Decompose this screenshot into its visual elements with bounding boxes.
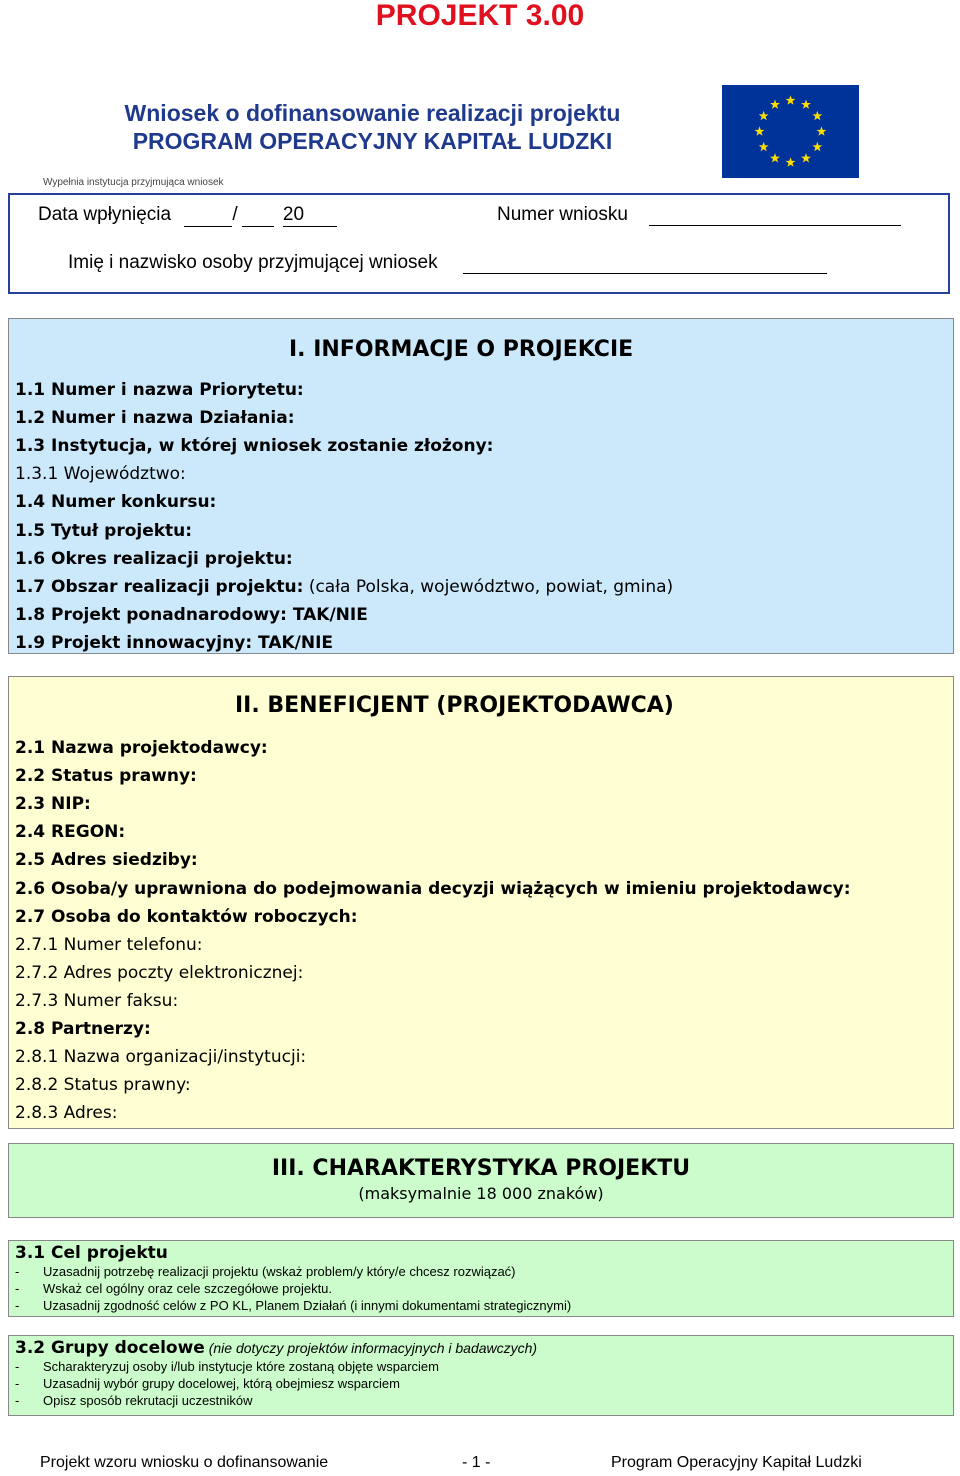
- field-2-2: 2.2 Status prawny:: [15, 766, 197, 787]
- field-hint: (cała Polska, województwo, powiat, gmina): [303, 576, 674, 597]
- bullet-text: Opisz sposób rekrutacji uczestników: [43, 1393, 253, 1408]
- field-label: 1.5 Tytuł projektu:: [15, 520, 193, 541]
- application-number-label: Numer wniosku: [497, 204, 628, 225]
- application-number-row: [497, 204, 901, 226]
- program-title: PROGRAM OPERACYJNY KAPITAŁ LUDZKI: [132, 128, 613, 154]
- receiver-name-label: Imię i nazwisko osoby przyjmującej wniosek: [68, 252, 438, 273]
- bullet-dash: -: [15, 1281, 20, 1296]
- field-label: 1.6 Okres realizacji projektu:: [15, 548, 293, 569]
- field-label: 1.9 Projekt innowacyjny: TAK/NIE: [15, 632, 334, 653]
- field-2-8-1: 2.8.1 Nazwa organizacji/instytucji:: [15, 1047, 307, 1068]
- instruction-bullet: [15, 1359, 439, 1375]
- field-1-2: [15, 408, 295, 428]
- receiver-name-field[interactable]: [463, 254, 827, 274]
- application-number-field[interactable]: [649, 206, 901, 226]
- field-2-3: 2.3 NIP:: [15, 794, 91, 815]
- field-2-7-3: 2.7.3 Numer faksu:: [15, 990, 179, 1011]
- field-label: 1.8 Projekt ponadnarodowy: TAK/NIE: [15, 604, 368, 625]
- section-characteristics: [8, 1143, 954, 1218]
- bullet-text: Uzasadnij wybór grupy docelowej, którą obejmiesz wsparciem: [43, 1376, 400, 1391]
- field-2-6: 2.6 Osoba/y uprawniona do podejmowania decyzji wiążących w imieniu projektodawcy:: [15, 878, 851, 899]
- field-2-4: 2.4 REGON:: [15, 822, 126, 843]
- instruction-bullet: [15, 1281, 332, 1297]
- bullet-text: Scharakteryzuj osoby i/lub instytucje które zostaną objęte wsparciem: [43, 1359, 439, 1374]
- bullet-dash: -: [15, 1393, 20, 1408]
- page-number: - 1 -: [462, 1454, 491, 1471]
- field-1-3: [15, 436, 493, 456]
- bullet-dash: -: [15, 1359, 20, 1374]
- field-2-7-2: 2.7.2 Adres poczty elektronicznej:: [15, 962, 304, 983]
- section-project-goal: [8, 1240, 954, 1317]
- field-1-6: [15, 549, 293, 569]
- date-day-field[interactable]: [184, 207, 232, 227]
- footer-right: Program Operacyjny Kapitał Ludzki: [611, 1454, 862, 1471]
- field-label: 1.7 Obszar realizacji projektu:: [15, 576, 304, 597]
- projekt-version: PROJEKT 3.00: [375, 0, 585, 32]
- bullet-text: Uzasadnij zgodność celów z PO KL, Planem Działań (i innymi dokumentami strategicznymi): [43, 1298, 572, 1313]
- bullet-dash: -: [15, 1298, 20, 1313]
- section-3-title: III. CHARAKTERYSTYKA PROJEKTU: [271, 1156, 691, 1181]
- instruction-bullet: [15, 1298, 571, 1314]
- field-label: 1.2 Numer i nazwa Działania:: [15, 408, 295, 429]
- bullet-dash: -: [15, 1264, 20, 1279]
- field-label: 1.4 Numer konkursu:: [15, 492, 217, 513]
- field-1-9: [15, 633, 333, 653]
- date-slash: /: [232, 204, 238, 225]
- field-2-1: 2.1 Nazwa projektodawcy:: [15, 738, 268, 758]
- bullet-text: Wskaż cel ogólny oraz cele szczegółowe projektu.: [43, 1281, 333, 1296]
- bullet-dash: -: [15, 1376, 20, 1391]
- field-2-5: 2.5 Adres siedziby:: [15, 850, 198, 871]
- section-3-1-heading: 3.1 Cel projektu: [15, 1243, 168, 1263]
- footer-left: Projekt wzoru wniosku o dofinansowanie: [40, 1454, 329, 1471]
- instruction-bullet: [15, 1393, 253, 1409]
- date-received-row: [38, 204, 337, 227]
- date-year-field[interactable]: 20: [283, 204, 337, 227]
- section-project-info: [8, 318, 954, 654]
- date-month-field[interactable]: [242, 207, 274, 227]
- field-1-4: [15, 492, 216, 512]
- instruction-bullet: [15, 1264, 516, 1280]
- section-3-2-heading-row: [15, 1338, 537, 1358]
- field-label: 1.1 Numer i nazwa Priorytetu:: [15, 380, 304, 400]
- field-label: 1.3 Instytucja, w której wniosek zostanie złożony:: [15, 436, 494, 457]
- fill-note: Wypełnia instytucja przyjmująca wniosek: [43, 177, 224, 188]
- field-2-8-2: 2.8.2 Status prawny:: [15, 1075, 191, 1096]
- eu-flag-icon: [722, 85, 859, 178]
- bullet-text: Uzasadnij potrzebę realizacji projektu (wskaż problem/y który/e chcesz rozwiązać): [43, 1264, 516, 1279]
- section-target-groups: [8, 1335, 954, 1416]
- section-2-title: II. BENEFICJENT (PROJEKTODAWCA): [235, 693, 674, 718]
- section-3-subtitle: (maksymalnie 18 000 znaków): [358, 1184, 604, 1203]
- field-label: 1.3.1 Województwo:: [15, 464, 186, 485]
- section-beneficiary: [8, 676, 954, 1129]
- field-2-7-1: 2.7.1 Numer telefonu:: [15, 934, 203, 955]
- field-1-3-1: [15, 464, 186, 484]
- field-1-5: [15, 521, 192, 541]
- section-1-title: I. INFORMACJE O PROJEKCIE: [289, 337, 634, 362]
- field-1-1: [15, 380, 304, 400]
- field-2-8-3: 2.8.3 Adres:: [15, 1103, 118, 1124]
- date-received-label: Data wpłynięcia: [38, 204, 172, 225]
- receiver-row: [68, 252, 827, 274]
- field-2-8: 2.8 Partnerzy:: [15, 1019, 151, 1039]
- field-1-8: [15, 605, 368, 625]
- field-1-7: [15, 577, 673, 597]
- section-3-2-heading: 3.2 Grupy docelowe: [15, 1338, 205, 1358]
- section-3-2-note: (nie dotyczy projektów informacyjnych i badawczych): [204, 1340, 538, 1356]
- instruction-bullet: [15, 1376, 400, 1392]
- form-title: Wniosek o dofinansowanie realizacji projektu: [124, 100, 621, 126]
- field-2-7: 2.7 Osoba do kontaktów roboczych:: [15, 906, 358, 927]
